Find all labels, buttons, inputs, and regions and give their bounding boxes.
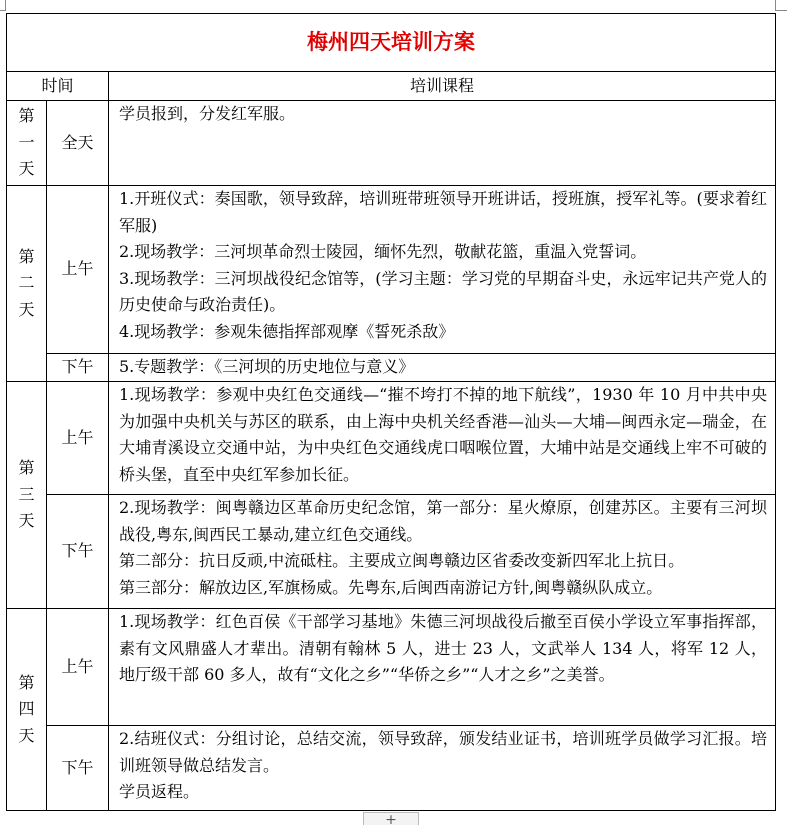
schedule-row xyxy=(7,609,776,726)
course-content xyxy=(109,726,776,811)
schedule-row xyxy=(7,726,776,811)
day-label: 第 二 天 xyxy=(7,186,47,382)
period-label: 上午 xyxy=(47,609,109,726)
day-label: 第 三 天 xyxy=(7,382,47,609)
crop-mark-left-v xyxy=(5,0,6,10)
course-line: 第二部分：抗日反顽,中流砥柱。主要成立闽粤赣边区省委改变新四军北上抗日。 xyxy=(119,551,685,570)
course-line: 2.结班仪式：分组讨论，总结交流，领导致辞，颁发结业证书，培训班学员做学习汇报。培训班领导做总结发言。 xyxy=(119,729,768,775)
period-label: 全天 xyxy=(47,101,109,186)
period-label: 上午 xyxy=(47,186,109,354)
schedule-row xyxy=(7,495,776,609)
course-content xyxy=(109,354,776,382)
day-label: 第 一 天 xyxy=(7,101,47,186)
add-sheet-button[interactable]: + xyxy=(363,812,419,825)
course-line: 4.现场教学：参观朱德指挥部观摩《誓死杀敌》 xyxy=(119,321,455,341)
course-line: 5.专题教学：《三河坝的历史地位与意义》 xyxy=(119,357,415,376)
course-line: 第三部分：解放边区,军旗杨威。先粤东,后闽西南游记方针,闽粤赣纵队成立。 xyxy=(119,577,663,597)
course-content xyxy=(109,101,776,186)
course-line: 2.现场教学：闽粤赣边区革命历史纪念馆，第一部分：星火燎原，创建苏区。主要有三河坝战役,粤东,闽西民工暴动,建立红色交通线。 xyxy=(119,498,768,544)
course-line: 1.开班仪式：奏国歌，领导致辞，培训班带班领导开班讲话，授班旗，授军礼等。(要求着红军服) xyxy=(119,189,768,235)
course-line: 1.现场教学：红色百侯《干部学习基地》朱德三河坝战役后撤至百侯小学设立军事指挥部，素有文风鼎盛人才辈出。清朝有翰林 5 人，进士 23 人，文武举人 134 人，将军 12 人，地厅级干部 60 多人，故有“文化之乡”“华侨之乡”“人才之乡”之美誉。 xyxy=(119,612,768,684)
day-label: 第 四 天 xyxy=(7,609,47,811)
schedule-row xyxy=(7,101,776,186)
header-time: 时间 xyxy=(7,72,109,101)
crop-mark-right-h xyxy=(775,10,787,11)
period-label: 下午 xyxy=(47,354,109,382)
course-content xyxy=(109,186,776,354)
schedule-row xyxy=(7,186,776,354)
course-line: 2.现场教学：三河坝革命烈士陵园，缅怀先烈，敬献花篮，重温入党誓词。 xyxy=(119,242,647,261)
crop-mark-left-h xyxy=(0,10,6,11)
period-label: 下午 xyxy=(47,726,109,811)
header-course: 培训课程 xyxy=(109,72,776,101)
course-line: 3.现场教学：三河坝战役纪念馆等，(学习主题：学习党的早期奋斗史，永远牢记共产党人的历史使命与政治责任)。 xyxy=(119,268,768,314)
schedule-row xyxy=(7,382,776,495)
course-content xyxy=(109,495,776,609)
schedule-row xyxy=(7,354,776,382)
course-line: 学员返程。 xyxy=(119,782,200,801)
training-plan-table xyxy=(6,13,776,811)
course-content xyxy=(109,609,776,726)
course-content xyxy=(109,382,776,495)
course-line: 1.现场教学：参观中央红色交通线—“摧不垮打不掉的地下航线”，1930 年 10 月中共中央为加强中央机关与苏区的联系，由上海中央机关经香港—汕头—大埔—闽西永定—瑞金，在大埔青溪设立交通中站，为中央红色交通线虎口咽喉位置，大埔中站是交通线上牢不可破的桥头堡，直至中央红军参加长征。 xyxy=(119,385,768,484)
crop-mark-right-v xyxy=(775,0,776,10)
period-label: 上午 xyxy=(47,382,109,495)
document-title: 梅州四天培训方案 xyxy=(7,14,776,72)
period-label: 下午 xyxy=(47,495,109,609)
course-line: 学员报到，分发红军服。 xyxy=(119,104,296,123)
